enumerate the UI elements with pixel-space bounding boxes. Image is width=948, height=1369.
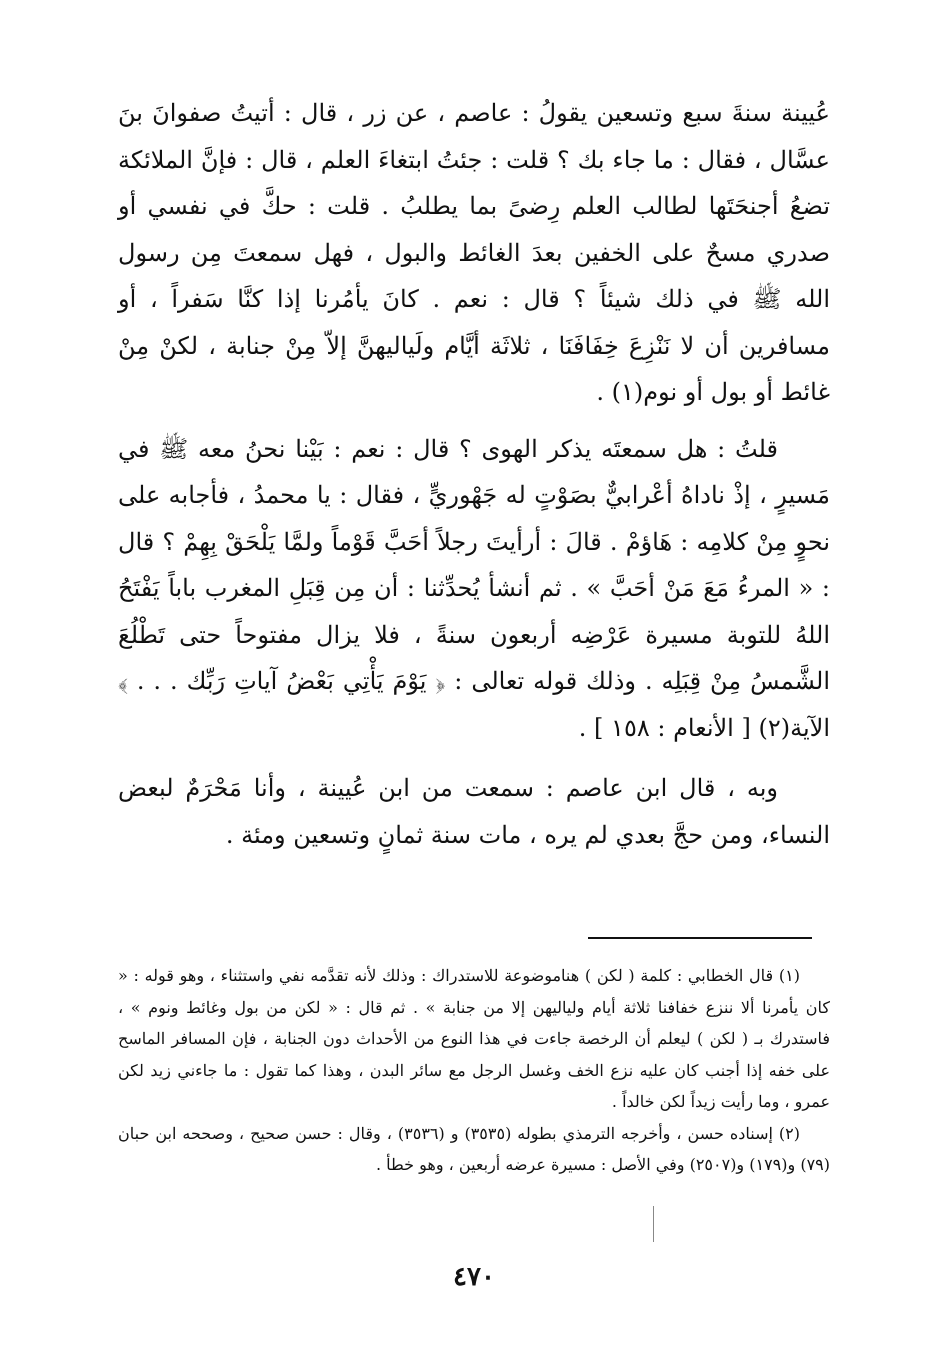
footnote-1: (١) قال الخطابي : كلمة ( لكن ) هناموضوعة للاستدراك : وذلك لأنه تقدَّمه نفي واستثناء ، وهو قوله : « كان يأمرنا ألا ننزع خفافنا ثلاثة أيام ولياليهن إلا من جنابة » . ثم قال : « لكن من بول وغائط ونوم » ، فاستدرك بـ ( لكن ) ليعلم أن الرخصة جاءت في هذا النوع من الأحداث دون الجنابة ، فإن المسافر الماسح على خفه إذا أجنب كان عليه نزع الخف وغسل الرجل مع سائر البدن ، وهذا كما تقول : ما جاءني زيد لكن عمرو ، وما رأيت زيداً لكن خالداً . bbox=[118, 966, 831, 1111]
main-paragraph-3: وبه ، قال ابن عاصم : سمعت من ابن عُيينة ، وأنا مَحْرَمٌ لبعض النساء، ومن حجَّ بعدي لم يره ، مات سنة ثمانٍ وتسعين ومئة . bbox=[118, 774, 830, 849]
main-paragraph-1: عُيينة سنةَ سبع وتسعين يقولُ : عاصم ، عن زر ، قال : أتيتُ صفوانَ بنَ عسَّال ، فقال : ما جاء بك ؟ قلت : جئتُ ابتغاءَ العلم ، قال : فإنَّ الملائكة تضعُ أجنحَتَها لطالب العلم رِضىً بما يطلبُ . قلت : حكَّ في نفسي أو صدري مسحٌ على الخفين بعدَ الغائط والبول ، فهل سمعتَ مِن رسول الله ﷺ في ذلك شيئاً ؟ قال : نعم . كانَ يأمُرنا إذا كنَّا سَفراً ، أو مسافرين أن لا نَنْزِعَ خِفَافَنَا ، ثلاثَة أيَّام ولَياليهنَّ إلاّ مِنْ جنابة ، لكنْ مِنْ غائط أو بول أو نوم(١) . bbox=[118, 99, 830, 406]
main-text bbox=[118, 90, 830, 872]
page-number: ٤٧٠ bbox=[453, 1262, 495, 1292]
main-paragraph-2: قلتُ : هل سمعتَه يذكر الهوى ؟ قال : نعم : بَيْنا نحنُ معه ﷺ في مَسيرٍ ، إذْ ناداهُ أعْرابيٌّ بصَوْتٍ له جَهْوريٍّ ، فقال : يا محمدُ ، فأجابه على نحوٍ مِنْ كلامِه : هَاؤمْ . قالَ : أرأيتَ رجلاً أحَبَّ قَوْماً ولمَّا يَلْحَقْ بِهِمْ ؟ قال : « المرءُ مَعَ مَنْ أحَبَّ » . ثم أنشأ يُحدِّثنا : أن مِن قِبَلِ المغرب باباً يَفْتَحُ اللهُ للتوبة مسيرة عَرْضِه أربعون سنةً ، فلا يزال مفتوحاً حتى تَطْلُعَ الشَّمسُ مِنْ قِبَلِه . وذلك قوله تعالى : ﴿ يَوْمَ يَأْتِي بَعْضُ آياتِ رَبِّك . . . ﴾ الآية(٢) [ الأنعام : ١٥٨ ] . bbox=[118, 434, 830, 742]
footnote-separator bbox=[588, 937, 812, 939]
scan-mark bbox=[653, 1206, 654, 1242]
footnote-2: (٢) إسناده حسن ، وأخرجه الترمذي بطوله (٣٥٣٥) و (٣٥٣٦) ، وقال : حسن صحيح ، وصححه ابن حبان (٧٩) و(١٧٩) و(٢٥٠٧) وفي الأصل : مسيرة عرضه أربعين ، وهو خطأ . bbox=[118, 1123, 830, 1174]
footnotes bbox=[118, 960, 830, 1181]
